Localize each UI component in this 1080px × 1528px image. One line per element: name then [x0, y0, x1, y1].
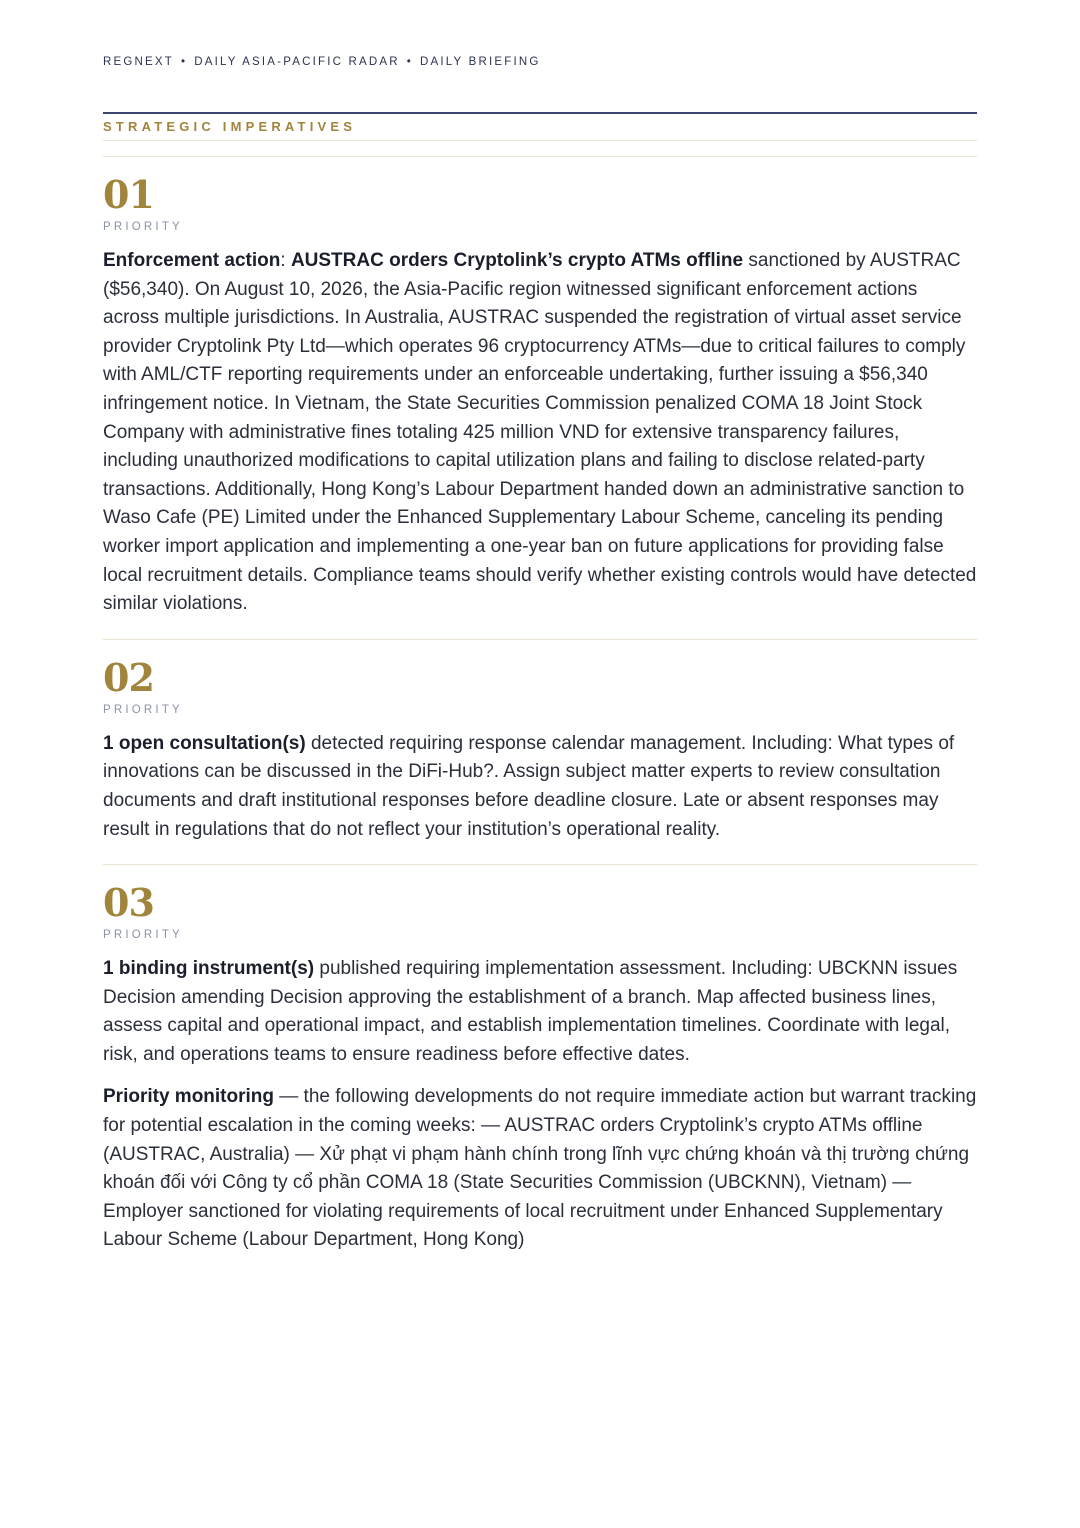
header-product: DAILY ASIA-PACIFIC RADAR: [194, 56, 400, 68]
priority-item-01: [103, 157, 977, 619]
priority-number: 01: [103, 172, 154, 217]
section-top-rule: [103, 112, 977, 114]
priority-number: 03: [103, 880, 154, 926]
priority-number: 02: [103, 654, 154, 700]
priority-lead: 1 open consultation(s): [103, 732, 306, 754]
priority-label: PRIORITY: [103, 929, 183, 942]
section-title: STRATEGIC IMPERATIVES: [103, 119, 357, 134]
priority-text: sanctioned by AUSTRAC ($56,340). On August 10, 2026, the Asia-Pacific region witnessed significant enforcement actions across multiple jurisdictions. In Australia, AUSTRAC suspended the registration of virtual asset service provider Cryptolink Pty Ltd—which operates 96 cryptocurrency ATMs—due to critical failures to comply with AML/CTF reporting requirements under an enforceable undertaking, further issuing a $56,340 infringement notice. In Vietnam, the State Securities Commission penalized COMA 18 Joint Stock Company with administrative fines totaling 425 million VND for extensive transparency failures, including unauthorized modifications to capital utilization plans and failing to disclose related-party transactions. Additionally, Hong Kong’s Labour Department handed down an administrative sanction to Waso Cafe (PE) Limited under the Enhanced Supplementary Labour Scheme, canceling its pending worker import application and implementing a one-year ban on future applications for providing false local recruitment details. Compliance teams should verify whether existing controls would have detected similar violations.: [103, 250, 977, 615]
monitoring-lead: Priority monitoring: [103, 1086, 274, 1108]
priority-body: [103, 730, 977, 844]
priority-text: published requiring implementation assessment. Including: UBCKNN issues Decision amending Decision approving the establishment of a branch. Map affected business lines, assess capital and operational impact, and establish implementation timelines. Coordinate with legal, risk, and operations teams to ensure readiness before effective dates.: [103, 958, 958, 1065]
priority-lead: 1 binding instrument(s): [103, 958, 315, 980]
header-separator: •: [181, 56, 188, 68]
priority-label: PRIORITY: [103, 221, 183, 233]
priority-item-03: [103, 865, 977, 1069]
monitoring-text: — the following developments do not require immediate action but warrant tracking for potential escalation in the coming weeks: — AUSTRAC orders Cryptolink’s crypto ATMs offline (AUSTRAC, Australia) — Xử phạt vi phạm hành chính trong lĩnh vực chứng khoán và thị trường chứng khoán đối với Công ty cổ phần COMA 18 (State Securities Commission (UBCKNN), Vietnam) — Employer sanctioned for violating requirements of local recruitment under Enhanced Supplementary Labour Scheme (Labour Department, Hong Kong): [103, 1086, 977, 1251]
priority-item-02: [103, 640, 977, 844]
page-header: [103, 56, 541, 68]
priority-headline: AUSTRAC orders Cryptolink’s crypto ATMs offline: [290, 250, 744, 271]
header-separator: •: [406, 56, 414, 68]
section-divider: [103, 140, 977, 141]
header-brand: REGNEXT: [103, 56, 174, 68]
priority-monitoring: [103, 1083, 977, 1255]
priority-lead: Enforcement action: [103, 250, 281, 271]
header-edition: DAILY BRIEFING: [420, 56, 541, 68]
priority-body: [103, 955, 977, 1069]
main-content: [103, 112, 977, 1255]
priority-text: detected requiring response calendar management. Including: What types of innovations can be discussed in the DiFi-Hub?. Assign subject matter experts to review consultation documents and draft institutional responses before deadline closure. Late or absent responses may result in regulations that do not reflect your institution’s operational reality.: [103, 732, 955, 840]
priority-lead-colon: :: [280, 250, 291, 271]
priority-label: PRIORITY: [103, 703, 183, 716]
priority-body: [103, 247, 977, 619]
